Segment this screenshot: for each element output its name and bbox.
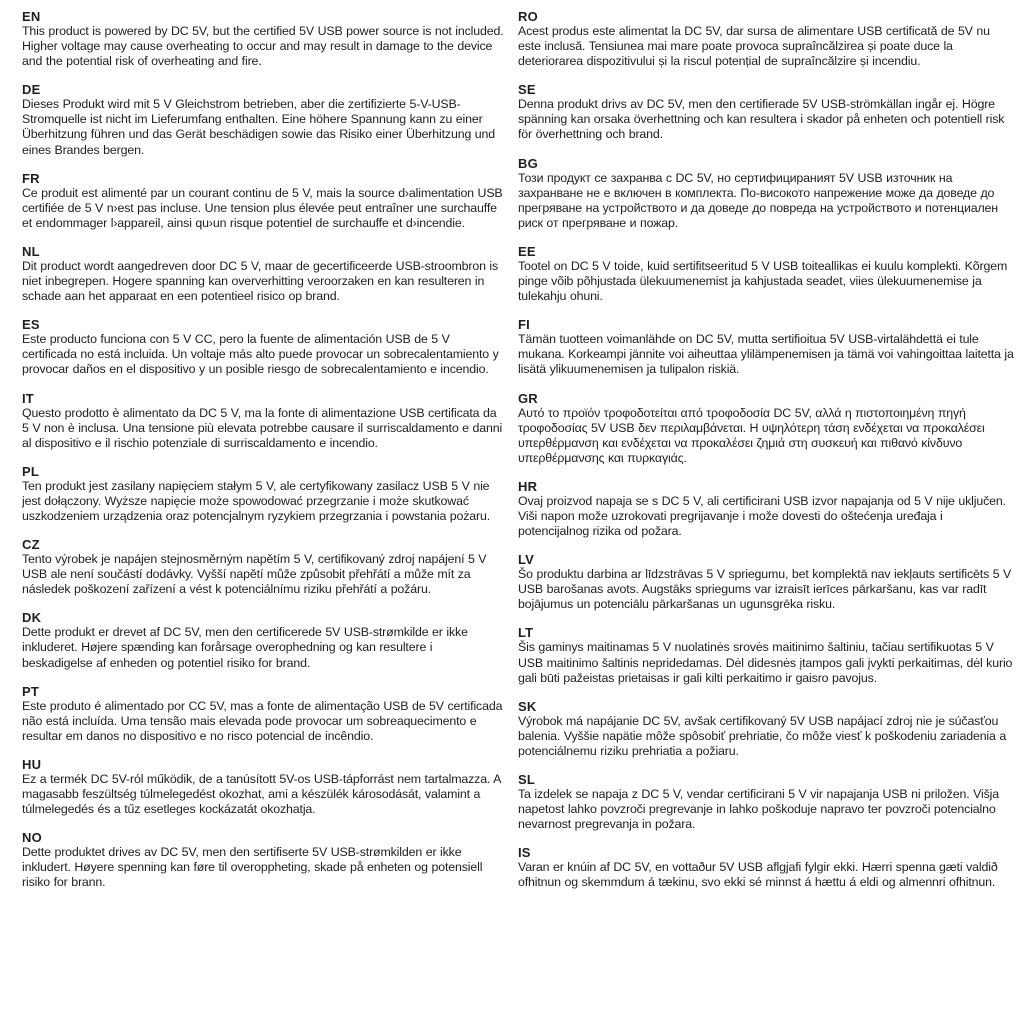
warning-text: Výrobok má napájanie DC 5V, avšak certifikovaný 5V USB napájací zdroj nie je súčasťou balenia. Vyššie napätie môže spôsobiť prehriatie, čo môže viesť k poškodeniu zariadenia a potenciálnemu riziku prehriatia a požiaru. <box>518 713 1007 758</box>
language-section-dk <box>22 610 506 670</box>
warning-text: Ten produkt jest zasilany napięciem stałym 5 V, ale certyfikowany zasilacz USB 5 V nie jest dołączony. Wyższe napięcie może spowodować przegrzanie i może skutkować uszkodzeniem urządzenia oraz potencjalnym ryzykiem przegrzania i powstania pożaru. <box>22 478 491 523</box>
language-code-label: BG <box>518 155 538 171</box>
language-section-pl <box>22 464 506 524</box>
language-code-label: NL <box>22 243 40 259</box>
language-code-label: CZ <box>22 537 40 553</box>
language-section-is <box>518 845 1014 890</box>
language-section-hu <box>22 757 506 817</box>
language-section-sk <box>518 699 1014 759</box>
language-code-label: DK <box>22 610 42 626</box>
warning-text: This product is powered by DC 5V, but the certified 5V USB power source is not included. Higher voltage may cause overheating to occur and may result in damage to the device and the potential risk of overheating and fire. <box>22 24 504 69</box>
warning-text: Denna produkt drivs av DC 5V, men den certifierade 5V USB-strömkällan ingår ej. Högre spänning kan orsaka överhettning och kan resultera i skador på enheten och potentiell risk för överhettning och brand. <box>518 97 1005 142</box>
language-code-label: HR <box>518 478 538 494</box>
language-section-nl <box>22 244 506 304</box>
warning-text: Este producto funciona con 5 V CC, pero la fuente de alimentación USB de 5 V certificada no está incluida. Un voltaje más alto puede provocar un sobrecalentamiento y provocar daños en el dispositivo y un posible riesgo de sobrecalentamiento e incendio. <box>22 332 499 377</box>
language-code-label: LT <box>518 625 534 641</box>
language-code-label: IT <box>22 390 34 406</box>
language-code-label: LV <box>518 552 535 568</box>
warning-text: Dieses Produkt wird mit 5 V Gleichstrom betrieben, aber die zertifizierte 5-V-USB-Stromquelle ist nicht im Lieferumfang enthalten. Eine höhere Spannung kann zu einer Überhitzung führen und das Gerät beschädigen sowie das Risiko einer Überhitzung und eines Brandes bergen. <box>22 97 496 157</box>
language-section-pt <box>22 684 506 744</box>
warning-text: Tento výrobek je napájen stejnosměrným napětím 5 V, certifikovaný zdroj napájení 5 V USB ale není součástí dodávky. Vyšší napětí může způsobit přehřátí a může mít za následek poškození zařízení a vést k potenciálnímu riziku přehřátí a požáru. <box>22 552 487 597</box>
language-section-cz <box>22 537 506 597</box>
language-code-label: PT <box>22 683 40 699</box>
left-column <box>22 9 506 903</box>
language-code-label: FR <box>22 170 40 186</box>
language-section-lv <box>518 552 1014 612</box>
warning-text: Tämän tuotteen voimanlähde on DC 5V, mutta sertifioitua 5V USB-virtalähdettä ei tule mukana. Korkeampi jännite voi aiheuttaa ylilämpenemisen ja tämä voi vahingoittaa laitetta ja lisätä ylikuumenemisen ja tulipalon riskiä. <box>518 332 1014 377</box>
language-code-label: RO <box>518 9 538 24</box>
language-code-label: PL <box>22 463 40 479</box>
warning-text: Šo produktu darbina ar līdzstrāvas 5 V spriegumu, bet komplektā nav iekļauts sertificēts 5 V USB barošanas avots. Augstāks spriegums var izraisīt ierīces pārkaršanu, kas var radīt bojājumus un potenciālu pārkaršanas un ugunsgrēka risku. <box>518 567 1012 612</box>
warning-text: Ce produit est alimenté par un courant continu de 5 V, mais la source d›alimentation USB certifiée de 5 V n›est pas incluse. Une tension plus élevée peut entraîner une surchauffe et endommager l›appareil, ainsi qu›un risque potentiel de surchauffe et d›incendie. <box>22 185 503 230</box>
language-code-label: IS <box>518 845 531 861</box>
right-column <box>518 9 1014 903</box>
language-section-se <box>518 82 1014 142</box>
language-code-label: FI <box>518 317 530 333</box>
warning-text: Questo prodotto è alimentato da DC 5 V, ma la fonte di alimentazione USB certificata da 5 V non è inclusa. Una tensione più elevata potrebbe causare il surriscaldamento e danni al dispositivo e il rischio potenziale di surriscaldamento e incendio. <box>22 405 503 450</box>
language-code-label: ES <box>22 317 40 333</box>
warning-text: Este produto é alimentado por CC 5V, mas a fonte de alimentação USB de 5V certificada não está incluída. Uma tensão mais elevada pode provocar um sobreaquecimento e resultar em danos no dispositivo e no risco potencial de incêndio. <box>22 698 503 743</box>
warning-text: Acest produs este alimentat la DC 5V, dar sursa de alimentare USB certificată de 5V nu este inclusă. Tensiunea mai mare poate provoca supraîncălzirea și poate duce la deteriorarea dispozitivului și la riscul potențial de supraîncălzire și incendiu. <box>518 24 990 69</box>
language-section-ee <box>518 244 1014 304</box>
language-section-fi <box>518 317 1014 377</box>
language-code-label: SE <box>518 82 536 98</box>
language-code-label: DE <box>22 82 41 98</box>
warning-text: Ovaj proizvod napaja se s DC 5 V, ali certificirani USB izvor napajanja od 5 V nije uključen. Viši napon može uzrokovati pregrijavanje i može dovesti do oštećenja uređaja i potencijalnog rizika od požara. <box>518 493 1006 539</box>
language-code-label: GR <box>518 390 538 406</box>
language-section-gr <box>518 391 1014 466</box>
language-code-label: NO <box>22 830 42 846</box>
language-code-label: SK <box>518 698 537 714</box>
language-section-bg <box>518 156 1014 231</box>
warning-text: Varan er knúin af DC 5V, en vottaður 5V USB aflgjafi fylgir ekki. Hærri spenna gæti valdið ofhitnun og skemmdum á tækinu, svo ekki sé minnst á hættu á eldi og almennri ofhitnun. <box>518 860 998 890</box>
warning-text: Този продукт се захранва с DC 5V, но сертифицираният 5V USB източник на захранване не е включен в комплекта. По-високото напрежение може да доведе до прегряване на устройството и да доведе до повреда на устройството и потенциален риск от прегряване и пожар. <box>518 170 998 230</box>
language-section-it <box>22 391 506 451</box>
language-code-label: HU <box>22 756 42 772</box>
warning-text: Dette produkt er drevet af DC 5V, men den certificerede 5V USB-strømkilde er ikke inkluderet. Højere spænding kan forårsage overophedning og kan resultere i beskadigelse af enheden og potentiel risiko for brand. <box>22 625 468 670</box>
language-code-label: EN <box>22 9 41 24</box>
language-section-lt <box>518 625 1014 685</box>
language-section-no <box>22 830 506 890</box>
language-code-label: SL <box>518 772 536 787</box>
language-section-de <box>22 82 506 157</box>
language-section-ro <box>518 9 1014 69</box>
warning-text: Šis gaminys maitinamas 5 V nuolatinės srovės maitinimo šaltiniu, tačiau sertifikuotas 5 V USB maitinimo šaltinis nepridedamas. Dėl didesnės įtampos gali įvykti perkaitimas, dėl kurio gali būti pažeistas prietaisas ir gali kilti perkaitimo ir gaisro pavojus. <box>518 640 1013 685</box>
language-section-fr <box>22 171 506 231</box>
language-section-sl <box>518 772 1014 832</box>
language-section-en <box>22 9 506 69</box>
warning-text: Ez a termék DC 5V-ról működik, de a tanúsított 5V-os USB-tápforrást nem tartalmazza. A magasabb feszültség túlmelegedést okozhat, ami a készülék károsodását, valamint a túlmelegedés és a tűz esetleges kockázatát okozhatja. <box>22 771 501 817</box>
language-section-hr <box>518 479 1014 539</box>
warning-text: Tootel on DC 5 V toide, kuid sertifitseeritud 5 V USB toiteallikas ei kuulu komplekti. Kõrgem pinge võib põhjustada ülekuumenemist ja kahjustada seadet, viies ülekuumenemise ja tulekahju ohuni. <box>518 258 1008 304</box>
warning-text: Αυτό το προϊόν τροφοδοτείται από τροφοδοσία DC 5V, αλλά η πιστοποιημένη πηγή τροφοδοσίας 5V USB δεν περιλαμβάνεται. Η υψηλότερη τάση ενδέχεται να προκαλέσει υπερθέρμανση και ενδέχεται να προκαλέσει ζημιά στη συσκευή και πιθανό κίνδυνο υπερθέρμανσης και πυρκαγιάς. <box>518 405 985 465</box>
warning-text: Dit product wordt aangedreven door DC 5 V, maar de gecertificeerde USB-stroombron is niet inbegrepen. Hogere spanning kan oververhitting veroorzaken en kan resulteren in schade aan het apparaat en een potentieel risico op brand. <box>22 258 499 304</box>
language-section-es <box>22 317 506 377</box>
warning-text: Ta izdelek se napaja z DC 5 V, vendar certificirani 5 V vir napajanja USB ni priložen. Višja napetost lahko povzroči pregrevanje in lahko poškoduje napravo ter povzroči potencialno nevarnost pregrevanja in požara. <box>518 787 999 832</box>
language-code-label: EE <box>518 243 536 259</box>
warning-text: Dette produktet drives av DC 5V, men den sertifiserte 5V USB-strømkilden er ikke inkludert. Høyere spenning kan føre til overoppheting, skade på enheten og potensiell risiko for brann. <box>22 845 483 890</box>
